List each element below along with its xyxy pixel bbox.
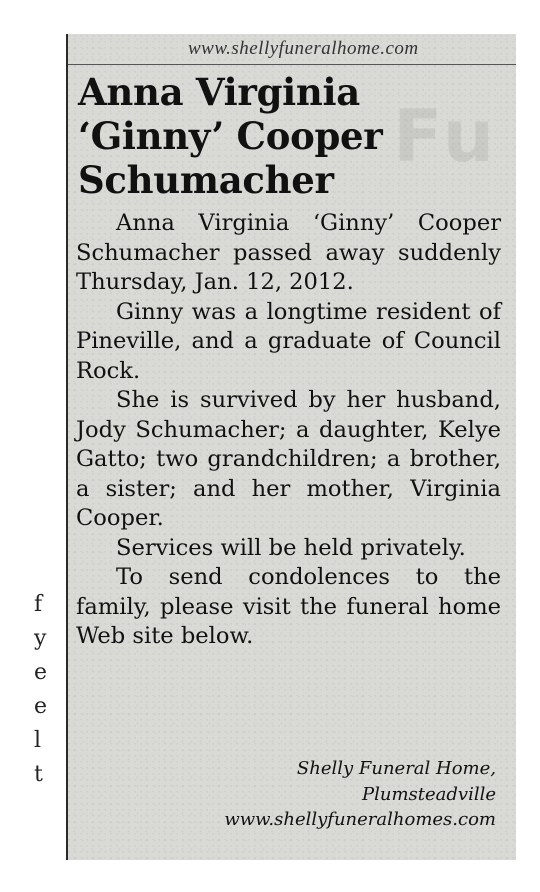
body-paragraph: Ginny was a longtime resident of Pineville, and a graduate of Council Rock. bbox=[76, 298, 501, 384]
margin-fragment: y bbox=[34, 626, 47, 651]
body-paragraph: Services will be held privately. bbox=[116, 534, 466, 561]
top-url-fragment: www.shellyfuneralhome.com bbox=[188, 38, 419, 59]
funeral-home-website: www.shellyfuneralhomes.com bbox=[224, 809, 496, 830]
adjacent-column-fragments bbox=[34, 588, 47, 792]
funeral-home-name: Shelly Funeral Home, bbox=[296, 758, 496, 779]
margin-fragment: e bbox=[34, 660, 48, 685]
ghost-text-bleed: Fu bbox=[393, 94, 498, 178]
obituary-body bbox=[76, 209, 501, 652]
obituary-clipping bbox=[66, 34, 516, 860]
headline-line: Schumacher bbox=[78, 158, 334, 202]
margin-fragment: f bbox=[34, 592, 43, 617]
funeral-home-location: Plumsteadville bbox=[362, 783, 496, 805]
margin-fragment: e bbox=[34, 694, 48, 719]
headline-line: ‘Ginny’ Cooper bbox=[78, 114, 383, 158]
margin-fragment: l bbox=[34, 728, 42, 753]
top-rule bbox=[68, 64, 516, 65]
funeral-home-signature bbox=[224, 756, 496, 833]
headline-line: Anna Virginia bbox=[78, 70, 360, 114]
body-paragraph: To send condolences to the family, please visit the funeral home Web site below. bbox=[76, 564, 501, 649]
margin-fragment: t bbox=[34, 762, 43, 787]
body-paragraph: Anna Virginia ‘Ginny’ Cooper Schumacher passed away suddenly Thursday, Jan. 12, 2012. bbox=[76, 210, 501, 295]
body-paragraph: She is survived by her husband, Jody Schumacher; a daughter, Kelye Gatto; two grandchildren; a brother, a sister; and her mother, Virginia Cooper. bbox=[76, 387, 501, 531]
obituary-headline bbox=[78, 70, 510, 202]
